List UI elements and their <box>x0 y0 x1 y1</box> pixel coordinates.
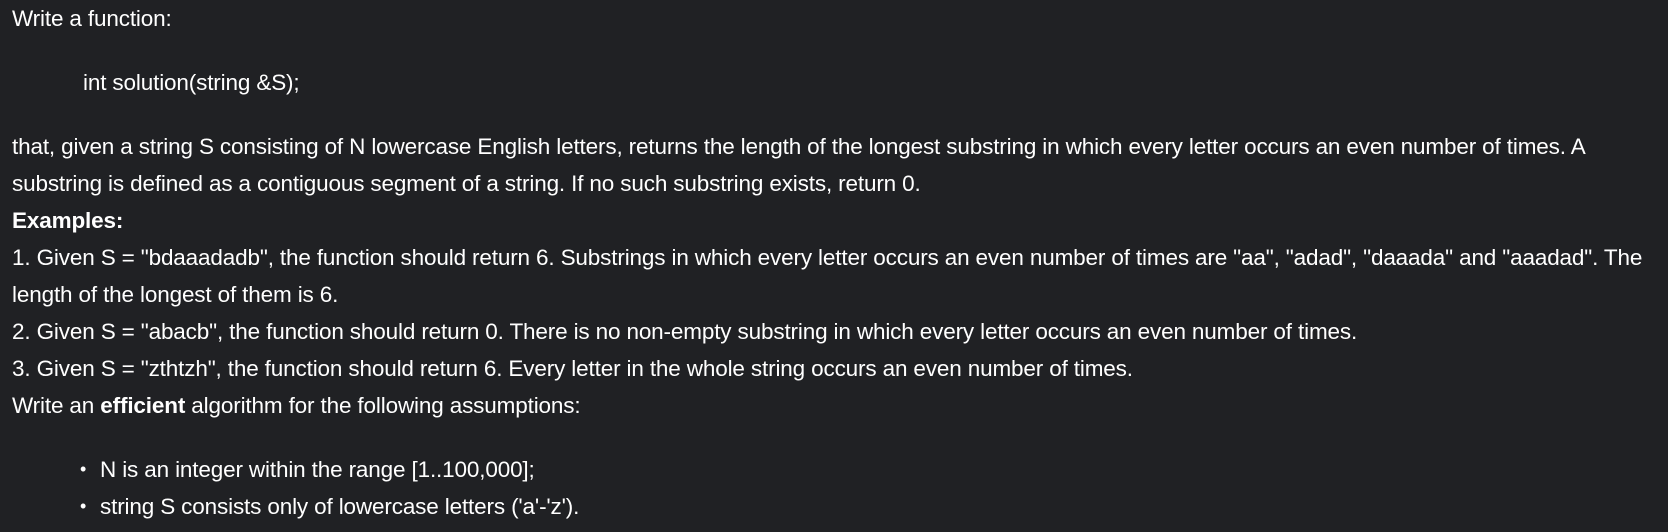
assumption-item <box>80 488 1662 525</box>
assumption-text: string S consists only of lowercase letters ('a'-'z'). <box>100 494 580 519</box>
assumption-item <box>80 451 1662 488</box>
efficiency-bold-word: efficient <box>100 393 186 418</box>
bullet-icon: • <box>80 459 87 479</box>
intro-text: Write a function: <box>12 6 172 31</box>
task-description <box>12 0 1662 525</box>
bullet-icon: • <box>80 496 87 516</box>
efficiency-suffix: algorithm for the following assumptions: <box>185 393 581 418</box>
efficiency-statement <box>12 387 1662 424</box>
example-3: 3. Given S = "zthtzh", the function should return 6. Every letter in the whole string occurs an even number of times. <box>12 356 1133 381</box>
example-1: 1. Given S = "bdaaadadb", the function should return 6. Substrings in which every letter occurs an even number of times are "aa", "adad", "daaada" and "aaadad". The length of the longest of them is 6. <box>12 245 1643 307</box>
efficiency-prefix: Write an <box>12 393 101 418</box>
function-signature: int solution(string &S); <box>83 70 300 95</box>
assumptions-list <box>12 451 1662 525</box>
assumption-text: N is an integer within the range [1..100,000]; <box>100 457 535 482</box>
problem-description: that, given a string S consisting of N lowercase English letters, returns the length of the longest substring in which every letter occurs an even number of times. A substring is defined as a contiguous segment of a string. If no such substring exists, return 0. <box>12 134 1585 196</box>
example-2: 2. Given S = "abacb", the function should return 0. There is no non-empty substring in which every letter occurs an even number of times. <box>12 319 1358 344</box>
examples-heading: Examples: <box>12 208 124 233</box>
